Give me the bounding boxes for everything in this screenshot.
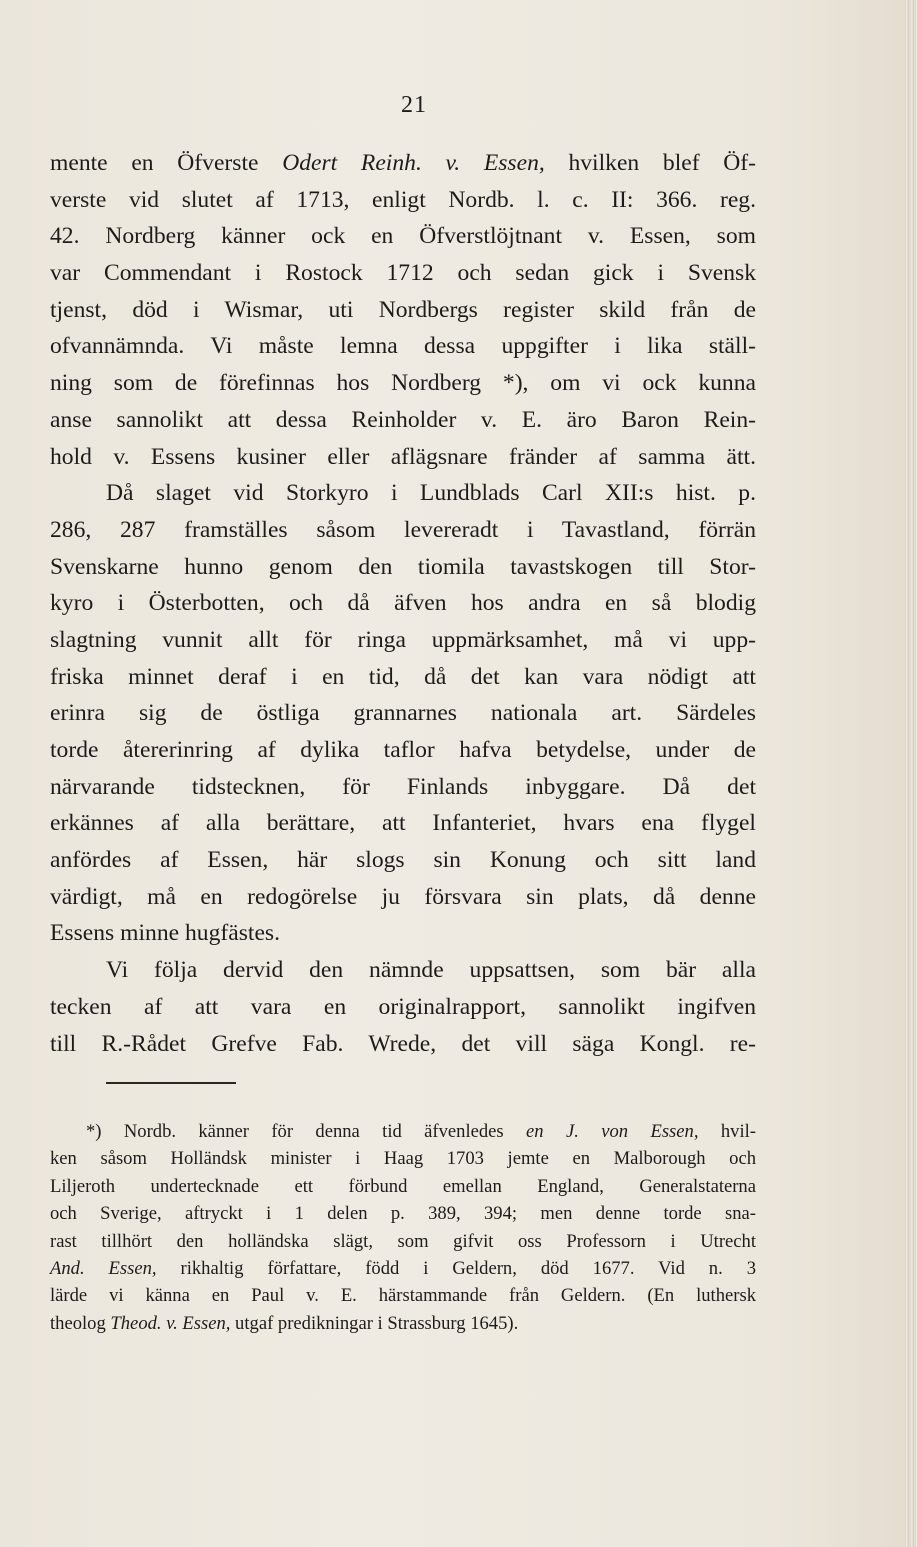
text-line: Essens minne hugfästes. bbox=[50, 920, 281, 947]
footnote bbox=[50, 1118, 756, 1337]
text-line: kyro i Österbotten, och då äfven hos andra en så blodig bbox=[50, 590, 756, 617]
text-line: var Commendant i Rostock 1712 och sedan gick i Svensk bbox=[50, 260, 756, 287]
text-line: 42. Nordberg känner ock en Öfverstlöjtnant v. Essen, som bbox=[50, 223, 756, 250]
text-line: Vi följa dervid den nämnde uppsattsen, som bär alla bbox=[106, 957, 756, 984]
text-line: tecken af att vara en originalrapport, sannolikt ingifven bbox=[50, 993, 756, 1020]
footnote-line: *) Nordb. känner för denna tid äfvenledes en J. von Essen, hvil- bbox=[86, 1121, 756, 1142]
text-line: till R.-Rådet Grefve Fab. Wrede, det vill säga Kongl. re- bbox=[50, 1030, 756, 1057]
footnote-line: lärde vi känna en Paul v. E. härstammande från Geldern. (En luthersk bbox=[50, 1285, 756, 1307]
text-line: friska minnet deraf i en tid, då det kan vara nödigt att bbox=[50, 663, 756, 690]
footnote-line: rast tillhört den holländska slägt, som gifvit oss Professorn i Utrecht bbox=[50, 1230, 756, 1252]
text-line: värdigt, må en redogörelse ju försvara sin plats, då denne bbox=[50, 883, 756, 910]
footnote-line: And. Essen, rikhaltig författare, född i Geldern, död 1677. Vid n. 3 bbox=[50, 1257, 756, 1279]
text-line: ning som de förefinnas hos Nordberg *), om vi ock kunna bbox=[50, 370, 756, 397]
body-text bbox=[50, 145, 756, 1062]
footnote-line: theolog Theod. v. Essen, utgaf predikningar i Strassburg 1645). bbox=[50, 1312, 519, 1334]
text-line: närvarande tidstecknen, för Finlands inbyggare. Då det bbox=[50, 773, 756, 800]
page-edge bbox=[905, 0, 917, 1547]
footnote-rule bbox=[106, 1082, 236, 1084]
text-line: torde återerinring af dylika taflor hafva betydelse, under de bbox=[50, 737, 756, 763]
text-line: mente en Öfverste Odert Reinh. v. Essen, hvilken blef Öf- bbox=[50, 150, 757, 176]
text-line: Då slaget vid Storkyro i Lundblads Carl XII:s hist. p. bbox=[106, 480, 756, 507]
text-line: erinra sig de östliga grannarnes nationala art. Särdeles bbox=[50, 700, 756, 727]
text-line: erkännes af alla berättare, att Infanteriet, hvars ena flygel bbox=[50, 810, 756, 837]
text-line: slagtning vunnit allt för ringa uppmärksamhet, må vi upp- bbox=[50, 626, 756, 653]
text-line: anfördes af Essen, här slogs sin Konung och sitt land bbox=[50, 847, 756, 874]
text-line: 286, 287 framställes såsom levereradt i Tavastland, förrän bbox=[50, 516, 756, 543]
footnote-line: ken såsom Holländsk minister i Haag 1703 jemte en Malborough och bbox=[50, 1148, 756, 1170]
text-line: Svenskarne hunno genom den tiomila tavastskogen till Stor- bbox=[50, 553, 756, 580]
text-line: anse sannolikt att dessa Reinholder v. E. äro Baron Rein- bbox=[50, 406, 756, 433]
text-line: hold v. Essens kusiner eller aflägsnare fränder af samma ätt. bbox=[50, 443, 756, 470]
text-line: tjenst, död i Wismar, uti Nordbergs register skild från de bbox=[50, 296, 756, 323]
text-line: verste vid slutet af 1713, enligt Nordb. l. c. II: 366. reg. bbox=[50, 186, 756, 213]
page-number: 21 bbox=[401, 92, 427, 118]
text-line: ofvannämnda. Vi måste lemna dessa uppgifter i lika ställ- bbox=[50, 333, 756, 360]
footnote-line: och Sverige, aftryckt i 1 delen p. 389, 394; men denne torde sna- bbox=[50, 1203, 756, 1225]
footnote-line: Liljeroth undertecknade ett förbund emellan England, Generalstaterna bbox=[50, 1175, 756, 1197]
